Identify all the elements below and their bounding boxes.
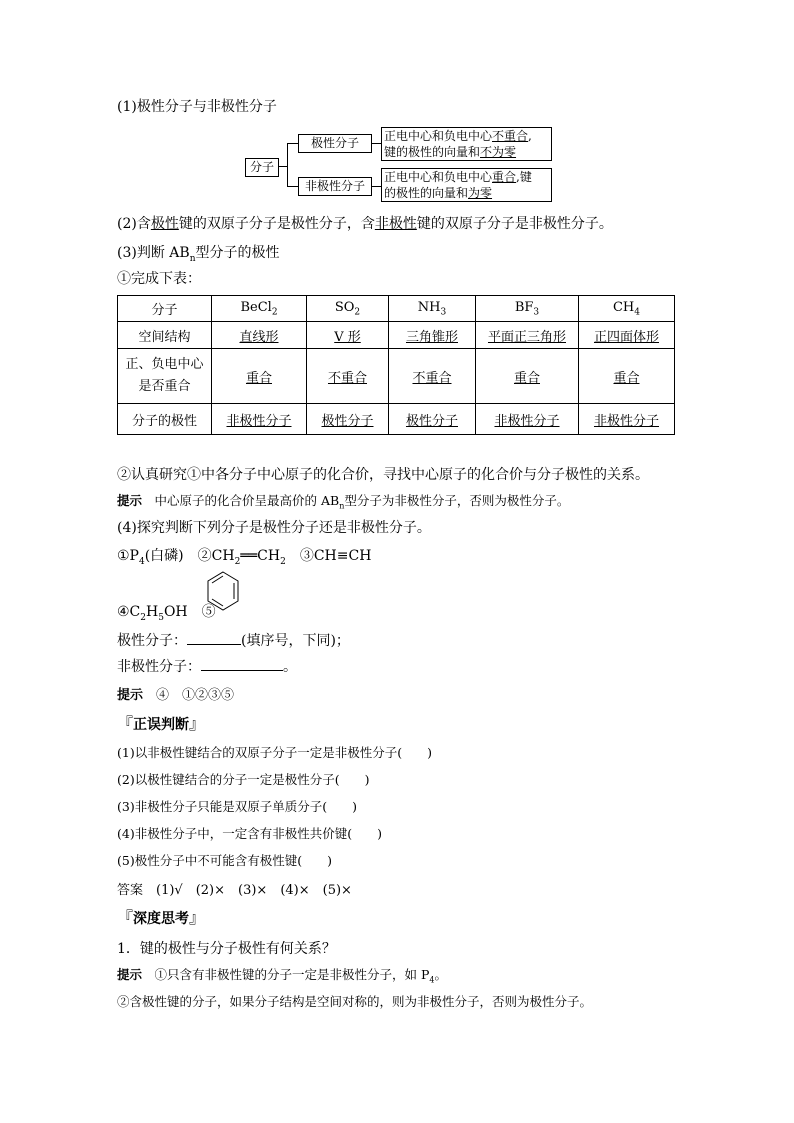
judge-item: (2)以极性键结合的分子一定是极性分子( ) (117, 772, 370, 787)
section4-heading: (4)探究判断下列分子是极性分子还是非极性分子。 (117, 520, 431, 536)
table-cell: 极性分子 (389, 404, 476, 435)
table-cell: 三角锥形 (389, 322, 476, 349)
nonpolar-molecule-box: 非极性分子 (298, 177, 372, 196)
diagram-connector-bottom (287, 186, 298, 187)
table-row (118, 322, 675, 349)
judge-item: (3)非极性分子只能是双原子单质分子( ) (117, 799, 357, 814)
header-cell: BeCl$_2$ (212, 296, 307, 322)
polar-answer-blank[interactable] (187, 631, 241, 645)
polar-description-box: 正电中心和负电中心不重合, 键的极性的向量和不为零 (381, 127, 552, 161)
table-cell: 平面正三角形 (476, 322, 579, 349)
header-cell: $SO_2$ (307, 296, 389, 322)
polar-arrow-line (371, 143, 381, 144)
header-cell: 分子 (118, 296, 212, 322)
judge-item: (1)以非极性键结合的双原子分子一定是非极性分子( ) (117, 745, 432, 760)
nonpolar-question: 非极性分子： 。 (117, 659, 297, 675)
table-instruction: ①完成下表： (117, 271, 201, 287)
nonpolar-answer-blank[interactable] (201, 657, 283, 671)
judge-item: (4)非极性分子中，一定含有非极性共价键( ) (117, 826, 382, 841)
table-cell: 直线形 (212, 322, 307, 349)
table-cell: 不重合 (307, 349, 389, 404)
diagram-connector (278, 166, 287, 167)
table-cell: 不重合 (389, 349, 476, 404)
think-hint-2: ②含极性键的分子，如果分子结构是空间对称的，则为非极性分子，否则为极性分子。 (117, 994, 593, 1009)
section1-heading: (1)极性分子与非极性分子 (117, 99, 277, 115)
table-row (118, 404, 675, 435)
diagram-connector-top (287, 143, 298, 144)
research-question: ②认真研究①中各分子中心原子的化合价，寻找中心原子的化合价与分子极性的关系。 (117, 467, 649, 483)
diagram-root-box: 分子 (245, 158, 279, 177)
judge-answer: 答案 (1)√ (2)× (3)× (4)× (5)× (117, 883, 352, 898)
table-header-row (118, 296, 675, 322)
table-cell: 重合 (212, 349, 307, 404)
diagram-connector-vertical (287, 143, 288, 186)
polarity-table (117, 295, 675, 435)
think-hint-1: 提示 ①只含有非极性键的分子一定是非极性分子，如 $P_4$。 (117, 967, 448, 985)
section3-heading: (3)判断 $AB_n$型分子的极性 (117, 245, 280, 264)
table-cell: 极性分子 (307, 404, 389, 435)
table-cell: 非极性分子 (579, 404, 675, 435)
think-title: 『深度思考』 (117, 908, 206, 927)
section2-text: (2)含极性键的双原子分子是极性分子，含非极性键的双原子分子是非极性分子。 (117, 216, 613, 232)
section4-hint: 提示 ④ ①②③⑤ (117, 688, 235, 703)
benzene-ring-icon (206, 570, 240, 614)
think-question: 1．键的极性与分子极性有何关系？ (117, 941, 336, 957)
row-label: 分子的极性 (118, 404, 212, 435)
nonpolar-arrow-line (371, 186, 381, 187)
table-cell: 正四面体形 (579, 322, 675, 349)
table-cell: 非极性分子 (212, 404, 307, 435)
table-cell: V 形 (307, 322, 389, 349)
row-label: 空间结构 (118, 322, 212, 349)
judge-title: 『正误判断』 (117, 714, 206, 733)
header-cell: $NH_3$ (389, 296, 476, 322)
polar-molecule-box: 极性分子 (298, 134, 372, 153)
table-cell: 非极性分子 (476, 404, 579, 435)
header-cell: $CH_4$ (579, 296, 675, 322)
nonpolar-description-box: 正电中心和负电中心重合,键 的极性的向量和为零 (381, 168, 552, 202)
polar-question: 极性分子： (填序号，下同)； (117, 633, 350, 649)
research-hint: 提示 中心原子的化合价呈最高价的 $AB_n$型分子为非极性分子，否则为极性分子。 (117, 493, 570, 511)
table-cell: 重合 (579, 349, 675, 404)
molecule-list-row2: $④C_2H_5OH$ ⑤ (117, 604, 216, 623)
table-cell: 重合 (476, 349, 579, 404)
table-row (118, 349, 675, 404)
header-cell: $BF_3$ (476, 296, 579, 322)
row-label: 正、负电中心 是否重合 (118, 349, 212, 404)
molecule-list-row1: $①P_4$(白磷) $②CH_2══CH_2$ ③CH≡CH (117, 548, 372, 567)
judge-item: (5)极性分子中不可能含有极性键( ) (117, 853, 332, 868)
